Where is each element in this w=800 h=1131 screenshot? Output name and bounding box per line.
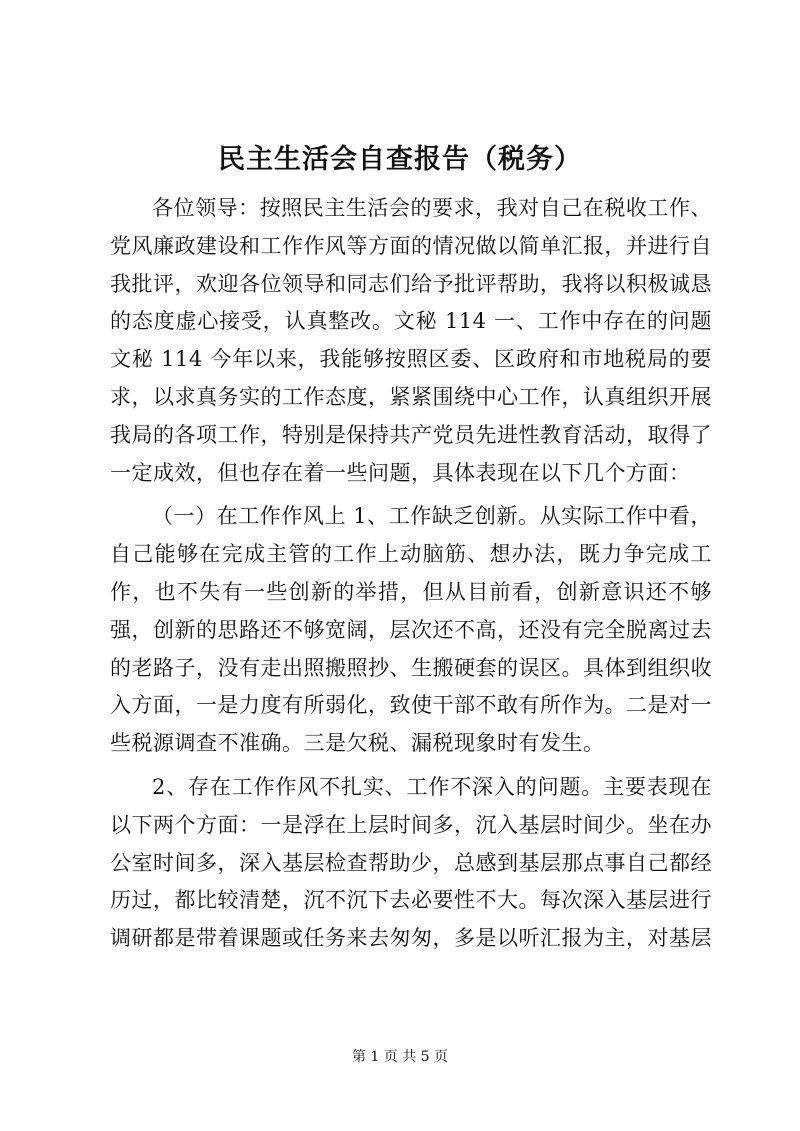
page-number-footer: 第 1 页 共 5 页 [351, 1049, 449, 1065]
paragraph-work-style: （一）在工作作风上 1、工作缺乏创新。从实际工作中看，自己能够在完成主管的工作上动脑筋、想办法，既力争完成工作，也不失有一些创新的举措，但从目前看，创新意识还不够强，创新的思路还不够宽阔，层次还不高，还没有完全脱离过去的老路子，没有走出照搬照抄、生搬硬套的误区。具体到组织收入方面，一是力度有所弱化，致使干部不敢有所作为。二是对一些税源调查不准确。三是欠税、漏税现象时有发生。 [110, 504, 712, 756]
document-title: 民主生活会自查报告（税务） [218, 144, 582, 175]
document-body [110, 190, 712, 958]
paragraph-not-thorough: 2、存在工作作风不扎实、工作不深入的问题。主要表现在以下两个方面：一是浮在上层时间多，沉入基层时间少。坐在办公室时间多，深入基层检查帮助少，总感到基层那点事自己都经历过，都比较清楚，沉不沉下去必要性不大。每次深入基层进行调研都是带着课题或任务来去匆匆，多是以听汇报为主，对基层 [110, 774, 712, 951]
paragraph-intro: 各位领导：按照民主生活会的要求，我对自己在税收工作、党风廉政建设和工作作风等方面的情况做以简单汇报，并进行自我批评，欢迎各位领导和同志们给予批评帮助，我将以积极诚恳的态度虚心接受，认真整改。文秘 114 一、工作中存在的问题文秘 114 今年以来，我能够按照区委、区政府和市地税局的要求，以求真务实的工作态度，紧紧围绕中心工作，认真组织开展我局的各项工作，特别是保持共产党员先进性教育活动，取得了一定成效，但也存在着一些问题，具体表现在以下几个方面： [110, 196, 712, 485]
